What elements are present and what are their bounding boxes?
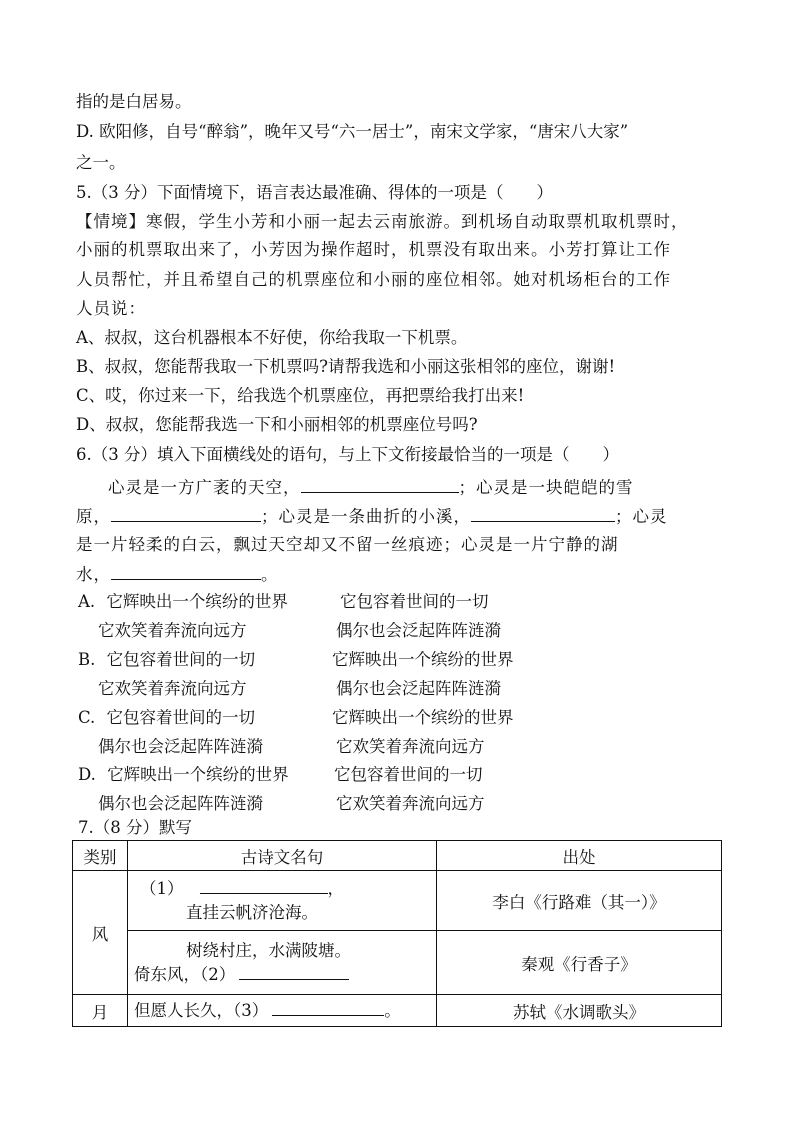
blank-number: （1）	[140, 878, 184, 898]
q4-option-d-line1: D. 欧阳修，自号“醉翁”，晚年又号“六一居士”，南宋文学家，“唐宋八大家”	[76, 122, 629, 141]
verse-cell-2	[128, 931, 437, 995]
fill-blank-5[interactable]	[200, 878, 328, 894]
verse-line: 树绕村庄，水满陂塘。	[186, 940, 351, 960]
fill-blank-6[interactable]	[239, 964, 349, 980]
q6-passage-text: ；心灵是一条曲折的小溪，	[261, 507, 471, 526]
header-verse: 古诗文名句	[128, 841, 437, 871]
q5-scenario-line: 人员帮忙，并且希望自己的机票座位和小丽的座位相邻。她对机场柜台的工作	[76, 270, 671, 289]
table-row	[73, 931, 722, 995]
header-category: 类别	[73, 841, 128, 871]
table-row	[73, 871, 722, 931]
q6-option-a-c2: 它包容着世间的一切	[340, 592, 489, 611]
q6-option-c-row1	[78, 708, 255, 728]
fill-blank-3[interactable]	[471, 506, 615, 522]
verse-line	[128, 877, 436, 901]
source-cell-3: 苏轼《水调歌头》	[437, 995, 722, 1027]
fill-blank-1[interactable]	[301, 477, 459, 493]
q7-stem: 7.（8 分）默写	[78, 818, 192, 837]
q6-option-b-row1	[78, 650, 255, 670]
q6-option-b-c3: 它欢笑着奔流向远方	[98, 679, 247, 698]
q6-passage-text: 心灵是一方广袤的天空，	[108, 478, 301, 497]
q6-option-a-c3: 它欢笑着奔流向远方	[98, 621, 247, 640]
q6-passage-text: 。	[261, 565, 279, 584]
q6-option-a-c4: 偶尔也会泛起阵阵涟漪	[336, 621, 501, 640]
q5-option-b: B、叔叔，您能帮我取一下机票吗?请帮我选和小丽这张相邻的座位，谢谢!	[76, 357, 616, 376]
verse-punct: ，	[327, 878, 344, 898]
q4-tail-line: 指的是白居易。	[76, 92, 192, 111]
option-label: B.	[78, 650, 96, 669]
q5-option-d: D、叔叔，您能帮我选一下和小丽相邻的机票座位号吗?	[76, 415, 478, 434]
table-header-row	[73, 841, 722, 871]
header-source: 出处	[437, 841, 722, 871]
verse-line: 直挂云帆济沧海。	[186, 902, 318, 922]
source-cell-1: 李白《行路难（其一）》	[437, 871, 722, 931]
q6-stem: 6.（3 分）填入下面横线处的语句，与上下文衔接最恰当的一项是（ ）	[76, 445, 619, 464]
category-feng: 风	[73, 871, 128, 995]
q6-option-c-c4: 它欢笑着奔流向远方	[336, 737, 485, 756]
q6-option-c-c3: 偶尔也会泛起阵阵涟漪	[98, 737, 263, 756]
q6-option-b-c4: 偶尔也会泛起阵阵涟漪	[336, 679, 501, 698]
category-yue: 月	[73, 995, 128, 1027]
q5-scenario-line: 【情境】寒假，学生小芳和小丽一起去云南旅游。到机场自动取票机取机票时，	[76, 212, 689, 231]
q6-option-d-c2: 它包容着世间的一切	[334, 765, 483, 784]
q6-option-c-c2: 它辉映出一个缤纷的世界	[332, 708, 514, 727]
option-clause: 它包容着世间的一切	[106, 650, 256, 669]
source-cell-2: 秦观《行香子》	[437, 931, 722, 995]
q6-option-a-row1	[78, 592, 288, 612]
q6-passage-text: 水，	[76, 565, 111, 584]
q6-option-d-c4: 它欢笑着奔流向远方	[336, 794, 485, 813]
option-label: D.	[78, 765, 96, 784]
q5-option-a: A、叔叔，这台机器根本不好使，你给我取一下机票。	[76, 328, 468, 347]
q6-passage-text: ；心灵是一块皑皑的雪	[458, 478, 634, 497]
option-label: A.	[78, 592, 96, 611]
dictation-table	[72, 840, 722, 1027]
fill-blank-7[interactable]	[272, 1000, 384, 1016]
option-clause: 它辉映出一个缤纷的世界	[106, 592, 288, 611]
q6-passage-text: ；心灵	[615, 507, 668, 526]
verse-punct: 。	[384, 1000, 401, 1020]
fill-blank-4[interactable]	[111, 564, 261, 580]
q6-passage-line1	[108, 477, 634, 498]
q5-stem: 5.（3 分）下面情境下，语言表达最准确、得体的一项是（ ）	[76, 183, 553, 202]
option-clause: 它包容着世间的一切	[106, 708, 256, 727]
q5-option-c: C、哎，你过来一下，给我选个机票座位，再把票给我打出来!	[76, 386, 525, 405]
q5-scenario-line: 小丽的机票取出来了，小芳因为操作超时，机票没有取出来。小芳打算让工作	[76, 240, 671, 259]
q6-passage-line2	[76, 506, 668, 527]
option-label: C.	[78, 708, 96, 727]
q6-option-d-row1	[78, 765, 289, 785]
table-row	[73, 995, 722, 1027]
verse-cell-1	[128, 871, 437, 931]
q6-option-b-c2: 它辉映出一个缤纷的世界	[332, 650, 514, 669]
q6-passage-text: 原，	[76, 507, 111, 526]
q6-passage-line3: 是一片轻柔的白云，飘过天空却又不留一丝痕迹；心灵是一片宁静的湖	[76, 535, 619, 554]
verse-text: 但愿人长久，（3）	[134, 1000, 269, 1020]
verse-line	[128, 963, 436, 987]
fill-blank-2[interactable]	[111, 506, 261, 522]
q4-option-d-line2: 之一。	[76, 153, 126, 172]
verse-cell-3	[128, 995, 437, 1027]
verse-line	[128, 999, 436, 1023]
option-clause: 它辉映出一个缤纷的世界	[107, 765, 289, 784]
q6-passage-line4	[76, 564, 279, 585]
verse-text: 倚东风，（2）	[134, 964, 236, 984]
q5-scenario-line: 人员说：	[76, 299, 146, 318]
q6-option-d-c3: 偶尔也会泛起阵阵涟漪	[98, 794, 263, 813]
